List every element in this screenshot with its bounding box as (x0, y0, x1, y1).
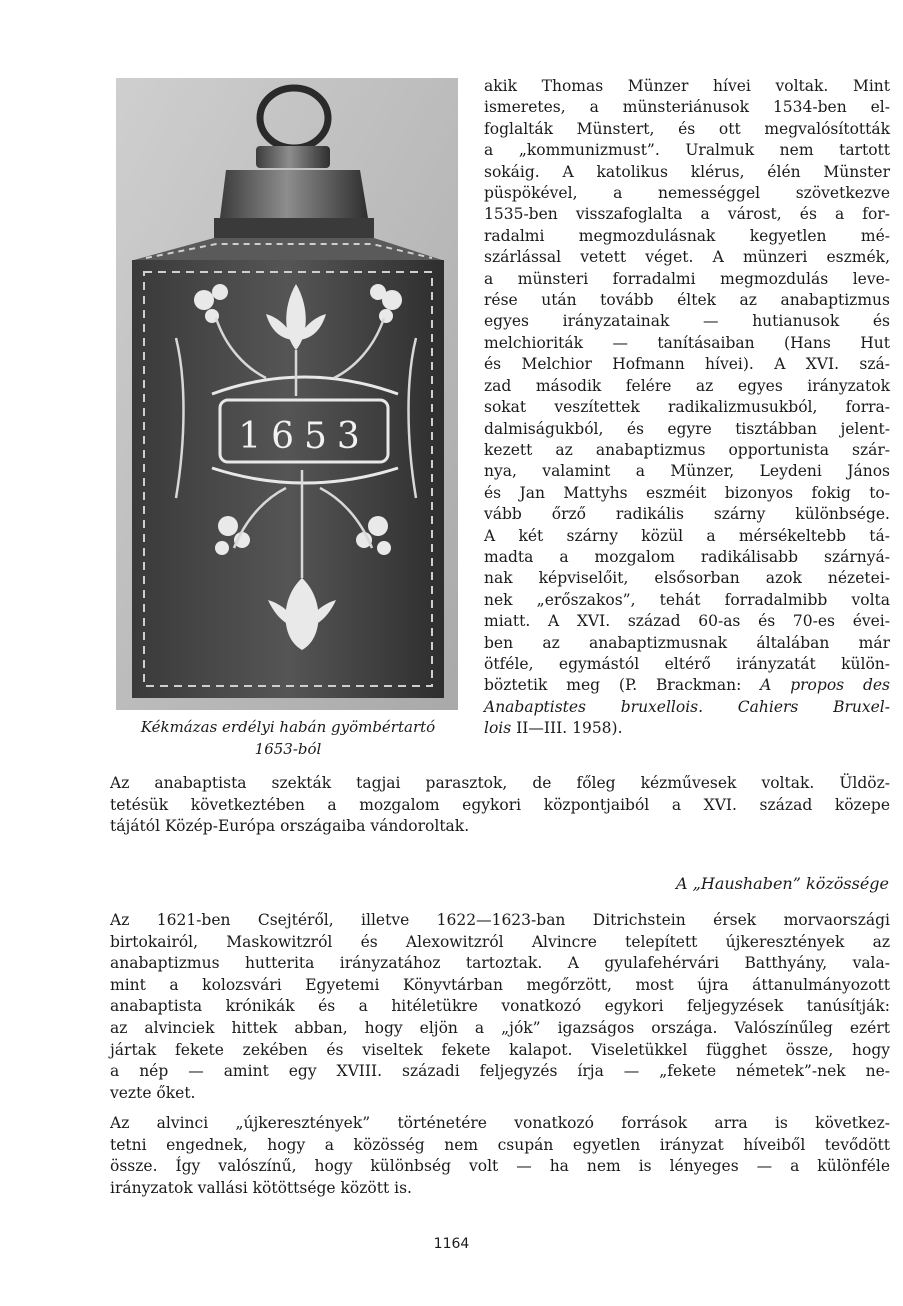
citation-title: A propos des (760, 676, 891, 695)
jar-date: 1653 (238, 416, 370, 457)
text-line: nek „erőszakos”, tehát forradalmibb volta (484, 590, 890, 609)
text-line: ben az anabaptizmusnak általában már (484, 633, 890, 652)
text-line: tájától Közép-Európa országaiba vándoroltak. (110, 817, 470, 836)
paragraph-2 (110, 910, 890, 1104)
ginger-jar-photo (116, 78, 458, 710)
text-line: a münsteri forradalmi megmozdulás leve- (484, 269, 890, 288)
citation-title: lois (484, 719, 512, 738)
text-line: tetni engednek, hogy a közösség nem csupán egyetlen irányzat híveiből tevődött (110, 1135, 890, 1154)
text-line: jártak fekete zekében és viseltek fekete kalapot. Viseletükkel függhet össze, hogy (110, 1040, 890, 1059)
text-line: akik Thomas Münzer hívei voltak. Mint (484, 77, 890, 95)
text-line: sokáig. A katolikus klérus, élén Münster (484, 162, 890, 181)
paragraph-1 (110, 773, 890, 838)
text-line: a nép — amint egy XVIII. századi feljegyzés írja — „fekete németek”-nek ne- (110, 1062, 890, 1081)
text-line: dalmiságukból, és egyre tisztábban jelent- (484, 419, 890, 438)
text-line: anabaptizmus hutterita irányzatához tartoztak. A gyulafehérvári Batthyány, vala- (110, 954, 890, 973)
text-line: birtokairól, Maskowitzról és Alexowitzról Alvincre telepített újkeresztények az (110, 932, 890, 951)
text-line: vább őrző radikális szárny különbsége. (484, 505, 890, 524)
text-line: foglalták Münstert, és ott megvalósították (484, 119, 890, 138)
citation-post: II—III. 1958). (511, 719, 623, 738)
text-line: rése után tovább éltek az anabaptizmus (484, 291, 890, 310)
text-line: az alvinciek hittek abban, hogy eljön a „jók” igazságos országa. Valószínűleg ezért (110, 1018, 890, 1037)
text-line: zad második felére az egyes irányzatok (484, 376, 890, 395)
caption-line: 1653-ból (254, 740, 322, 758)
text-line: ötféle, egymástól eltérő irányzatát külön- (484, 654, 890, 673)
text-line: ismeretes, a münsteriánusok 1534-ben el- (484, 98, 890, 117)
text-line: szárlással vetett véget. A münzeri eszmék, (484, 248, 890, 267)
citation-line (484, 697, 890, 718)
text-line: madta a mozgalom radikálisabb szárnyá- (484, 547, 890, 566)
text-line: Az anabaptista szekták tagjai parasztok, de főleg kézművesek voltak. Üldöz- (110, 774, 890, 792)
figure-caption (104, 716, 472, 760)
text-line: miatt. A XVI. század 60-as és 70-es évei- (484, 612, 890, 631)
text-line: vezte őket. (110, 1083, 196, 1102)
text-line: radalmi megmozdulásnak kegyetlen mé- (484, 226, 890, 245)
citation-pre: böztetik meg (P. Brackman: (484, 676, 761, 695)
text-line: a „kommunizmust”. Uralmuk nem tartott (484, 141, 890, 160)
text-line: nak képviselőit, elsősorban azok nézetei- (484, 569, 890, 588)
citation-line (484, 718, 890, 739)
page-number: 1164 (433, 1236, 470, 1252)
ginger-jar-illustration (116, 78, 458, 710)
citation-line (484, 675, 890, 696)
text-line: Az 1621-ben Csejtéről, illetve 1622—1623-ban Ditrichstein érsek morvaországi (110, 911, 890, 929)
paragraph-3 (110, 1113, 890, 1199)
right-column-text (484, 76, 890, 740)
caption-line: Kékmázas erdélyi habán gyömbértartó (140, 718, 436, 736)
citation-title: Anabaptistes bruxellois. Cahiers Bruxel- (484, 697, 890, 716)
section-heading: A „Haushaben” közössége (675, 874, 889, 893)
text-line: püspökével, a nemességgel szövetkezve (484, 184, 890, 203)
text-line: sokat veszítettek radikalizmusukból, forra- (484, 398, 890, 417)
text-line: Az alvinci „újkeresztények” történetére vonatkozó források arra is következ- (110, 1114, 890, 1132)
text-line: nya, valamint a Münzer, Leydeni János (484, 462, 890, 481)
text-line: és Melchior Hofmann hívei). A XVI. szá- (484, 355, 890, 374)
text-line: össze. Így valószínű, hogy különbség volt — ha nem is lényeges — a különféle (110, 1157, 890, 1176)
text-line: és Jan Mattyhs eszméit bizonyos fokig to- (484, 483, 890, 502)
text-line: A két szárny közül a mérsékeltebb tá- (484, 526, 890, 545)
text-line: melchioriták — tanításaiban (Hans Hut (484, 333, 890, 352)
text-line: mint a kolozsvári Egyetemi Könyvtárban megőrzött, most újra áttanulmányozott (110, 975, 890, 994)
text-line: anabaptista krónikák és a hitéletükre vonatkozó egykori feljegyzések tanúsítják: (110, 997, 890, 1016)
text-line: egyes irányzatainak — hutianusok és (484, 312, 890, 331)
text-line: kezett az anabaptizmus opportunista szár- (484, 440, 890, 459)
text-line: irányzatok vallási kötöttsége között is. (110, 1178, 412, 1197)
text-line: tetésük következtében a mozgalom egykori központjaiból a XVI. század közepe (110, 795, 890, 814)
text-line: 1535-ben visszafoglalta a várost, és a for- (484, 205, 890, 224)
